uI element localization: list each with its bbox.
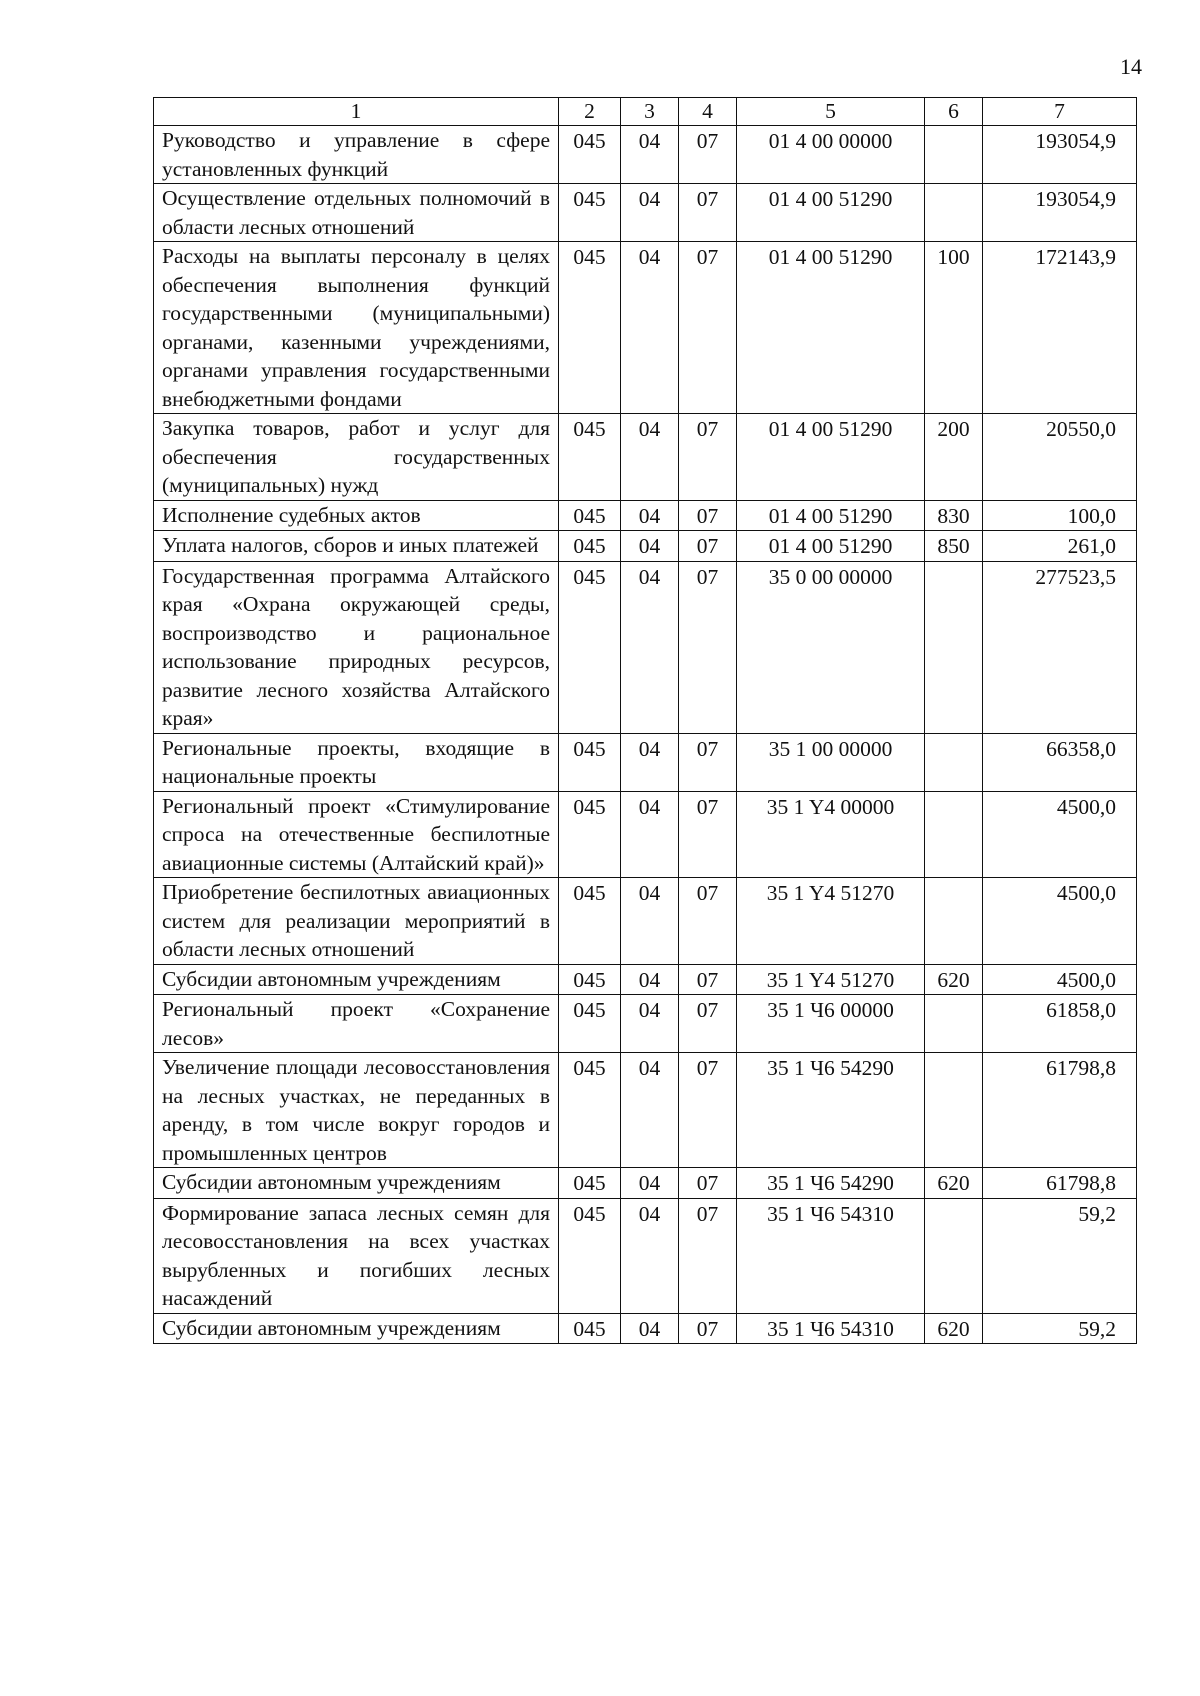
row-amount: 4500,0 <box>983 964 1137 995</box>
row-description: Уплата налогов, сборов и иных платежей <box>154 531 559 562</box>
table-row <box>154 995 1137 1053</box>
column-header: 2 <box>559 98 621 126</box>
page-number: 14 <box>1120 54 1142 79</box>
row-code: 045 <box>559 1053 621 1168</box>
table-row <box>154 1198 1137 1313</box>
row-description: Региональные проекты, входящие в национальные проекты <box>154 733 559 791</box>
row-expense-type <box>925 561 983 733</box>
row-amount: 61858,0 <box>983 995 1137 1053</box>
row-amount: 277523,5 <box>983 561 1137 733</box>
row-expense-type <box>925 1198 983 1313</box>
table-header-row <box>154 98 1137 126</box>
row-subsection: 07 <box>679 531 737 562</box>
row-description: Осуществление отдельных полномочий в области лесных отношений <box>154 184 559 242</box>
row-code: 045 <box>559 184 621 242</box>
row-subsection: 07 <box>679 733 737 791</box>
row-target-article: 01 4 00 51290 <box>737 414 925 501</box>
row-code: 045 <box>559 1313 621 1344</box>
row-subsection: 07 <box>679 1168 737 1199</box>
row-description: Государственная программа Алтайского края «Охрана окружающей среды, воспроизводство и рациональное использование природных ресурсов, развитие лесного хозяйства Алтайского края» <box>154 561 559 733</box>
row-expense-type <box>925 733 983 791</box>
row-target-article: 35 1 Y4 51270 <box>737 964 925 995</box>
row-description: Региональный проект «Стимулирование спроса на отечественные беспилотные авиационные системы (Алтайский край)» <box>154 791 559 878</box>
row-subsection: 07 <box>679 500 737 531</box>
row-description: Исполнение судебных актов <box>154 500 559 531</box>
row-target-article: 35 1 Y4 00000 <box>737 791 925 878</box>
table-row <box>154 561 1137 733</box>
row-section: 04 <box>621 126 679 184</box>
row-expense-type: 100 <box>925 242 983 414</box>
table-row <box>154 184 1137 242</box>
table-row <box>154 791 1137 878</box>
row-section: 04 <box>621 242 679 414</box>
column-header: 5 <box>737 98 925 126</box>
table-row <box>154 531 1137 562</box>
row-subsection: 07 <box>679 791 737 878</box>
row-section: 04 <box>621 531 679 562</box>
row-subsection: 07 <box>679 242 737 414</box>
row-section: 04 <box>621 500 679 531</box>
row-subsection: 07 <box>679 964 737 995</box>
row-section: 04 <box>621 995 679 1053</box>
row-expense-type: 850 <box>925 531 983 562</box>
row-target-article: 35 1 Ч6 54290 <box>737 1168 925 1199</box>
row-target-article: 01 4 00 51290 <box>737 242 925 414</box>
column-header: 3 <box>621 98 679 126</box>
row-section: 04 <box>621 1198 679 1313</box>
row-amount: 4500,0 <box>983 791 1137 878</box>
row-description: Закупка товаров, работ и услуг для обеспечения государственных (муниципальных) нужд <box>154 414 559 501</box>
row-section: 04 <box>621 1053 679 1168</box>
row-amount: 4500,0 <box>983 878 1137 965</box>
row-amount: 193054,9 <box>983 126 1137 184</box>
row-code: 045 <box>559 561 621 733</box>
row-section: 04 <box>621 1168 679 1199</box>
row-code: 045 <box>559 414 621 501</box>
row-code: 045 <box>559 126 621 184</box>
column-header: 7 <box>983 98 1137 126</box>
row-description: Субсидии автономным учреждениям <box>154 964 559 995</box>
row-amount: 66358,0 <box>983 733 1137 791</box>
table-row <box>154 964 1137 995</box>
row-subsection: 07 <box>679 561 737 733</box>
row-section: 04 <box>621 184 679 242</box>
table-row <box>154 1168 1137 1199</box>
row-description: Приобретение беспилотных авиационных систем для реализации мероприятий в области лесных отношений <box>154 878 559 965</box>
row-code: 045 <box>559 733 621 791</box>
row-expense-type <box>925 878 983 965</box>
row-section: 04 <box>621 414 679 501</box>
row-expense-type: 830 <box>925 500 983 531</box>
table-row <box>154 733 1137 791</box>
row-expense-type: 620 <box>925 1313 983 1344</box>
row-expense-type: 620 <box>925 1168 983 1199</box>
row-description: Руководство и управление в сфере установленных функций <box>154 126 559 184</box>
row-subsection: 07 <box>679 126 737 184</box>
row-subsection: 07 <box>679 878 737 965</box>
row-description: Субсидии автономным учреждениям <box>154 1313 559 1344</box>
table-row <box>154 414 1137 501</box>
row-section: 04 <box>621 733 679 791</box>
row-expense-type: 620 <box>925 964 983 995</box>
row-description: Субсидии автономным учреждениям <box>154 1168 559 1199</box>
table-row <box>154 1053 1137 1168</box>
row-section: 04 <box>621 878 679 965</box>
row-target-article: 01 4 00 51290 <box>737 184 925 242</box>
row-expense-type <box>925 126 983 184</box>
row-description: Расходы на выплаты персоналу в целях обеспечения выполнения функций государственными (муниципальными) органами, казенными учреждениями, органами управления государственными внебюджетными фондами <box>154 242 559 414</box>
row-code: 045 <box>559 964 621 995</box>
row-target-article: 35 1 Ч6 54310 <box>737 1313 925 1344</box>
row-section: 04 <box>621 561 679 733</box>
row-code: 045 <box>559 500 621 531</box>
row-code: 045 <box>559 242 621 414</box>
row-amount: 20550,0 <box>983 414 1137 501</box>
table-row <box>154 126 1137 184</box>
row-subsection: 07 <box>679 1198 737 1313</box>
column-header: 6 <box>925 98 983 126</box>
row-code: 045 <box>559 531 621 562</box>
row-code: 045 <box>559 995 621 1053</box>
row-expense-type <box>925 1053 983 1168</box>
row-description: Региональный проект «Сохранение лесов» <box>154 995 559 1053</box>
table-body <box>154 126 1137 1344</box>
table-row <box>154 878 1137 965</box>
row-amount: 59,2 <box>983 1198 1137 1313</box>
budget-table <box>153 97 1137 1344</box>
row-target-article: 01 4 00 51290 <box>737 500 925 531</box>
table-row <box>154 500 1137 531</box>
row-amount: 193054,9 <box>983 184 1137 242</box>
column-header: 1 <box>154 98 559 126</box>
row-section: 04 <box>621 964 679 995</box>
row-code: 045 <box>559 791 621 878</box>
row-target-article: 35 0 00 00000 <box>737 561 925 733</box>
row-target-article: 35 1 Ч6 54310 <box>737 1198 925 1313</box>
row-code: 045 <box>559 1168 621 1199</box>
row-target-article: 01 4 00 51290 <box>737 531 925 562</box>
row-amount: 59,2 <box>983 1313 1137 1344</box>
row-expense-type: 200 <box>925 414 983 501</box>
row-code: 045 <box>559 878 621 965</box>
row-target-article: 35 1 Ч6 00000 <box>737 995 925 1053</box>
row-description: Увеличение площади лесовосстановления на лесных участках, не переданных в аренду, в том числе вокруг городов и промышленных центров <box>154 1053 559 1168</box>
table-row <box>154 1313 1137 1344</box>
row-subsection: 07 <box>679 1053 737 1168</box>
row-section: 04 <box>621 791 679 878</box>
row-target-article: 35 1 Y4 51270 <box>737 878 925 965</box>
column-header: 4 <box>679 98 737 126</box>
row-subsection: 07 <box>679 414 737 501</box>
row-target-article: 35 1 00 00000 <box>737 733 925 791</box>
row-expense-type <box>925 995 983 1053</box>
row-target-article: 01 4 00 00000 <box>737 126 925 184</box>
row-code: 045 <box>559 1198 621 1313</box>
row-amount: 100,0 <box>983 500 1137 531</box>
row-target-article: 35 1 Ч6 54290 <box>737 1053 925 1168</box>
row-amount: 172143,9 <box>983 242 1137 414</box>
row-expense-type <box>925 184 983 242</box>
row-description: Формирование запаса лесных семян для лесовосстановления на всех участках вырубленных и погибших лесных насаждений <box>154 1198 559 1313</box>
row-subsection: 07 <box>679 1313 737 1344</box>
row-subsection: 07 <box>679 995 737 1053</box>
row-amount: 61798,8 <box>983 1168 1137 1199</box>
row-amount: 261,0 <box>983 531 1137 562</box>
table-row <box>154 242 1137 414</box>
row-expense-type <box>925 791 983 878</box>
row-section: 04 <box>621 1313 679 1344</box>
row-amount: 61798,8 <box>983 1053 1137 1168</box>
row-subsection: 07 <box>679 184 737 242</box>
